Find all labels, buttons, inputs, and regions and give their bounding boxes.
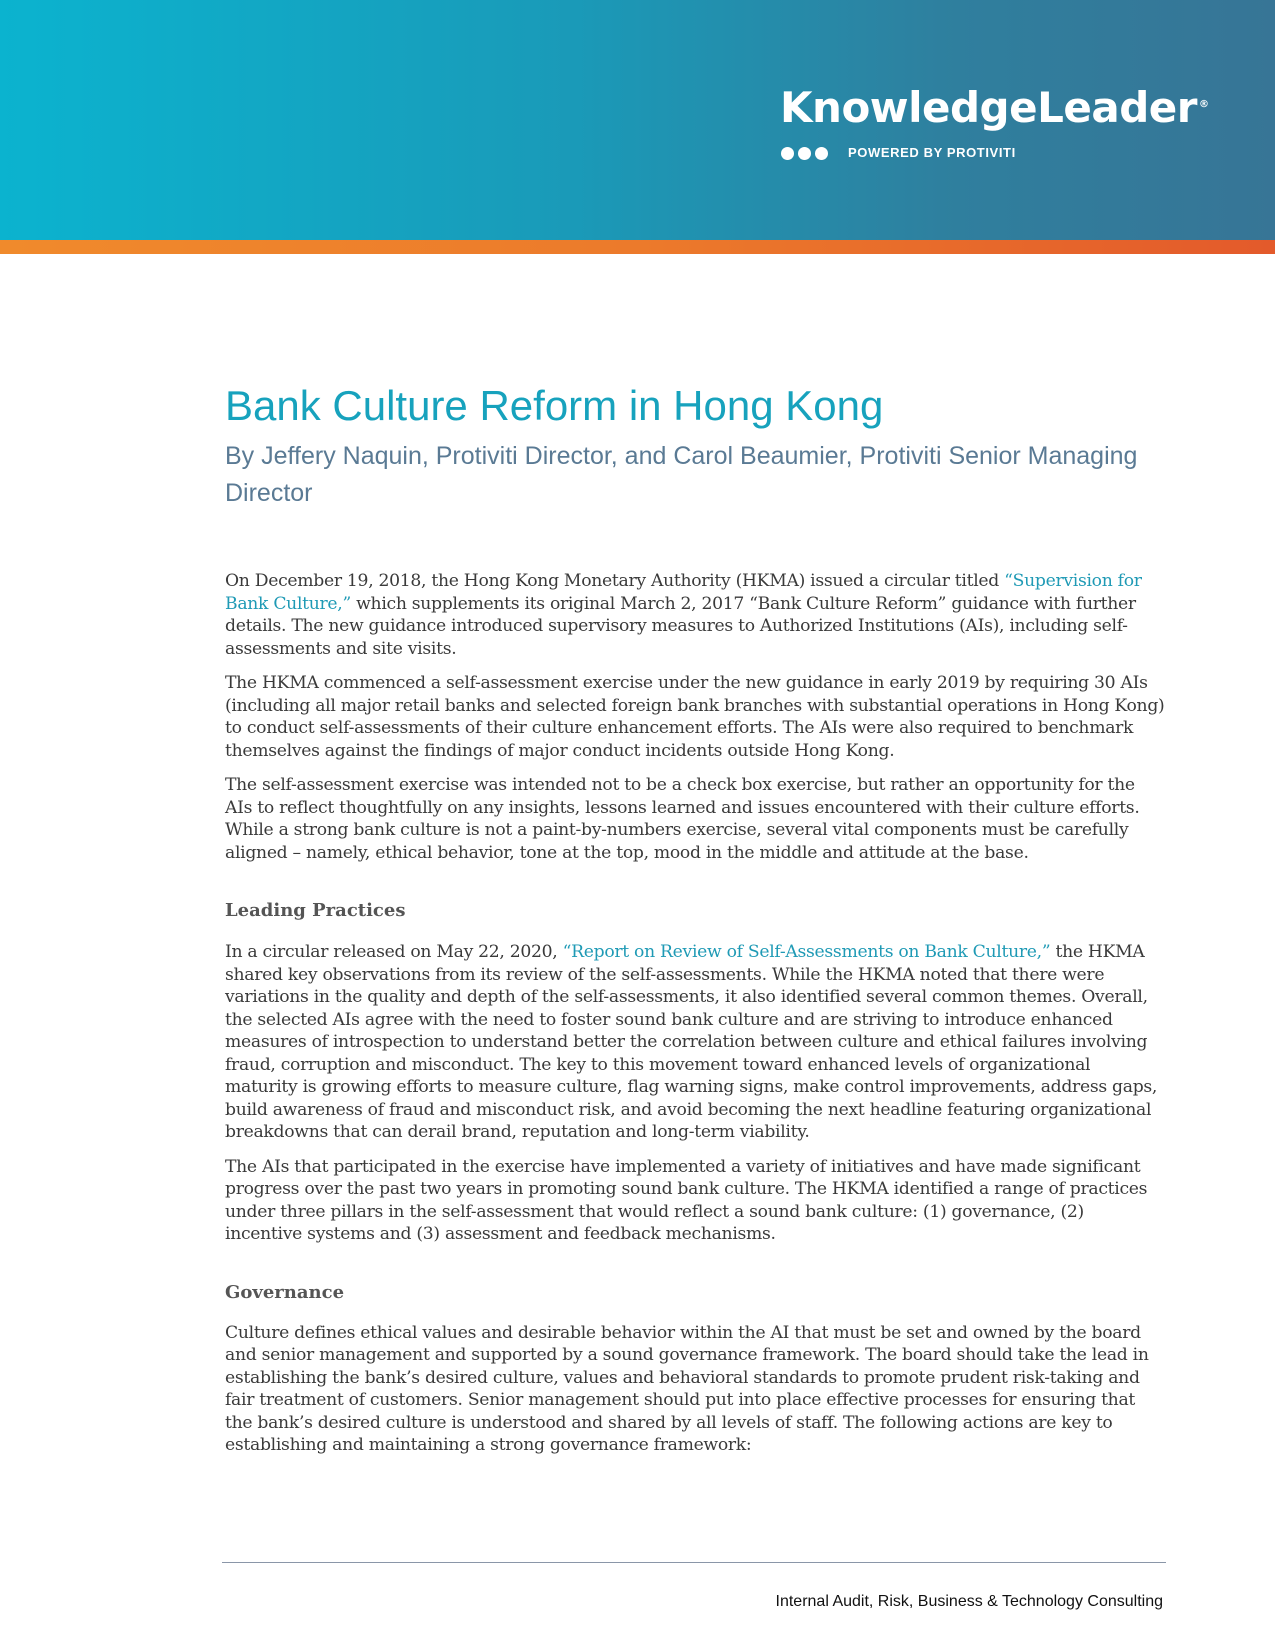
logo-wordmark: KnowledgeLeader: [780, 83, 1197, 132]
registered-mark: ®: [1198, 99, 1209, 110]
paragraph-text: In a circular released on May 22, 2020,: [225, 942, 563, 962]
paragraph-three-pillars: The AIs that participated in the exercise have implemented a variety of initiatives and have made significant progress over the past two years in promoting sound bank culture. The HKMA identified a range of practices under three pillars in the self-assessment that would reflect a sound bank culture: (1) governance, (2) incentive systems and (3) assessment and feedback mechanisms.: [225, 1156, 1148, 1244]
supervision-for-bank-culture-link[interactable]: “Supervision for Bank Culture,”: [225, 571, 1142, 614]
footer-tagline: Internal Audit, Risk, Business & Technology Consulting: [775, 1593, 1163, 1610]
paragraph-text: the HKMA shared key observations from its review of the self-assessments. While the HKMA noted that there were variations in the quality and depth of the self-assessments, it also identified several common themes. Overall, the selected AIs agree with the need to foster sound bank culture and are striving to introduce enhanced measures of introspection to understand better the correlation between culture and ethical failures involving fraud, corruption and misconduct. The key to this movement toward enhanced levels of organizational maturity is growing efforts to measure culture, flag warning signs, make control improvements, address gaps, build awareness of fraud and misconduct risk, and avoid becoming the next headline featuring organizational breakdowns that can derail brand, reputation and long-term viability.: [225, 942, 1158, 1142]
report-on-review-link[interactable]: “Report on Review of Self-Assessments on Bank Culture,”: [562, 942, 1051, 962]
paragraph-text: On December 19, 2018, the Hong Kong Monetary Authority (HKMA) issued a circular titled: [225, 571, 1005, 591]
paragraph-text: which supplements its original March 2, 2017 “Bank Culture Reform” guidance with further details. The new guidance introduced supervisory measures to Authorized Institutions (AIs), including self-assessments and site visits.: [225, 593, 1136, 659]
dot-icon: [798, 147, 811, 160]
paragraph-exercise-intent: The self-assessment exercise was intended not to be a check box exercise, but rather an opportunity for the AIs to reflect thoughtfully on any insights, lessons learned and issues encountered with their culture efforts. While a strong bank culture is not a paint-by-numbers exercise, several vital components must be carefully aligned – namely, ethical behavior, tone at the top, mood in the middle and attitude at the base.: [225, 775, 1140, 863]
paragraph-governance: Culture defines ethical values and desirable behavior within the AI that must be set and owned by the board and senior management and supported by a sound governance framework. The board should take the lead in establishing the bank’s desired culture, values and behavioral standards to promote prudent risk-taking and fair treatment of customers. Senior management should put into place effective processes for ensuring that the bank’s desired culture is understood and shared by all levels of staff. The following actions are key to establishing and maintaining a strong governance framework:: [225, 1322, 1149, 1455]
paragraph-leading-practices: [225, 941, 1165, 1144]
page-title: Bank Culture Reform in Hong Kong: [225, 382, 884, 429]
paragraph-intro: [225, 570, 1165, 660]
section-heading-governance: Governance: [225, 1281, 345, 1303]
article-byline: By Jeffery Naquin, Protiviti Director, and Carol Beaumier, Protiviti Senior Managing Director: [225, 442, 1138, 507]
dot-icon: [781, 147, 794, 160]
footer-divider: [222, 1562, 1166, 1563]
dot-icon: [815, 147, 828, 160]
paragraph-self-assessment: The HKMA commenced a self-assessment exercise under the new guidance in early 2019 by requiring 30 AIs (including all major retail banks and selected foreign bank branches with substantial operations in Hong Kong) to conduct self-assessments of their culture enhancement efforts. The AIs were also required to benchmark themselves against the findings of major conduct incidents outside Hong Kong.: [225, 673, 1165, 761]
knowledgeleader-logo: [780, 80, 1208, 133]
article-body: [225, 376, 1165, 1457]
powered-by-tagline: POWERED BY PROTIVITI: [848, 145, 1016, 160]
header-accent-stripe: [0, 240, 1275, 254]
section-heading-leading-practices: Leading Practices: [225, 900, 406, 921]
protiviti-dots-icon: [781, 147, 828, 160]
